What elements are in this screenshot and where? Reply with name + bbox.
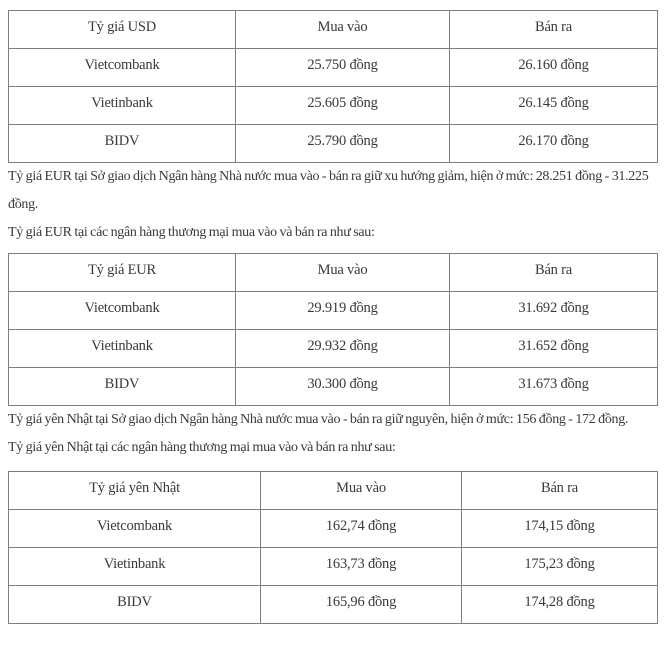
table-row — [9, 510, 658, 548]
paragraph-eur-sbv-rate: Tỷ giá EUR tại Sở giao dịch Ngân hàng Nhà nước mua vào - bán ra giữ xu hướng giảm, hiện ở mức: 28.251 đồng - 31.225 đồng. — [8, 169, 649, 212]
table-header-currency: Tỷ giá yên Nhật — [9, 472, 261, 510]
table-row — [9, 125, 658, 163]
table-row — [9, 49, 658, 87]
bank-name-cell: Vietcombank — [9, 292, 236, 330]
bank-name-cell: BIDV — [9, 125, 236, 163]
sell-rate-cell: 174,28 đồng — [462, 586, 658, 624]
bank-name-cell: Vietinbank — [9, 87, 236, 125]
table-row — [9, 586, 658, 624]
buy-rate-cell: 25.790 đồng — [236, 125, 450, 163]
table-header-row — [9, 11, 658, 49]
sell-rate-cell: 31.673 đồng — [450, 368, 658, 406]
sell-rate-cell: 31.692 đồng — [450, 292, 658, 330]
bank-name-cell: Vietcombank — [9, 49, 236, 87]
sell-rate-cell: 175,23 đồng — [462, 548, 658, 586]
table-row — [9, 548, 658, 586]
buy-rate-cell: 30.300 đồng — [236, 368, 450, 406]
sell-rate-cell: 26.145 đồng — [450, 87, 658, 125]
paragraph-jpy-commercial-intro: Tỷ giá yên Nhật tại các ngân hàng thương mại mua vào và bán ra như sau: — [8, 440, 396, 455]
buy-rate-cell: 25.605 đồng — [236, 87, 450, 125]
table-row — [9, 368, 658, 406]
buy-rate-cell: 29.932 đồng — [236, 330, 450, 368]
table-header-currency: Tỷ giá EUR — [9, 254, 236, 292]
sell-rate-cell: 31.652 đồng — [450, 330, 658, 368]
table-header-row — [9, 254, 658, 292]
table-header-row — [9, 472, 658, 510]
paragraph-jpy-sbv-rate: Tỷ giá yên Nhật tại Sở giao dịch Ngân hàng Nhà nước mua vào - bán ra giữ nguyên, hiện ở mức: 156 đồng - 172 đồng. — [8, 412, 629, 427]
paragraph-eur-commercial-intro: Tỷ giá EUR tại các ngân hàng thương mại mua vào và bán ra như sau: — [8, 225, 375, 240]
table-header-buy: Mua vào — [236, 254, 450, 292]
buy-rate-cell: 163,73 đồng — [261, 548, 462, 586]
bank-name-cell: BIDV — [9, 368, 236, 406]
buy-rate-cell: 29.919 đồng — [236, 292, 450, 330]
buy-rate-cell: 165,96 đồng — [261, 586, 462, 624]
table-header-buy: Mua vào — [236, 11, 450, 49]
sell-rate-cell: 26.160 đồng — [450, 49, 658, 87]
table-row — [9, 330, 658, 368]
bank-name-cell: Vietinbank — [9, 548, 261, 586]
table-header-sell: Bán ra — [462, 472, 658, 510]
eur-rate-table — [8, 253, 658, 406]
buy-rate-cell: 162,74 đồng — [261, 510, 462, 548]
bank-name-cell: BIDV — [9, 586, 261, 624]
sell-rate-cell: 26.170 đồng — [450, 125, 658, 163]
bank-name-cell: Vietinbank — [9, 330, 236, 368]
table-header-sell: Bán ra — [450, 254, 658, 292]
table-header-buy: Mua vào — [261, 472, 462, 510]
sell-rate-cell: 174,15 đồng — [462, 510, 658, 548]
table-header-currency: Tỷ giá USD — [9, 11, 236, 49]
jpy-rate-table — [8, 471, 658, 624]
table-header-sell: Bán ra — [450, 11, 658, 49]
buy-rate-cell: 25.750 đồng — [236, 49, 450, 87]
usd-rate-table — [8, 10, 658, 163]
bank-name-cell: Vietcombank — [9, 510, 261, 548]
table-row — [9, 292, 658, 330]
table-row — [9, 87, 658, 125]
